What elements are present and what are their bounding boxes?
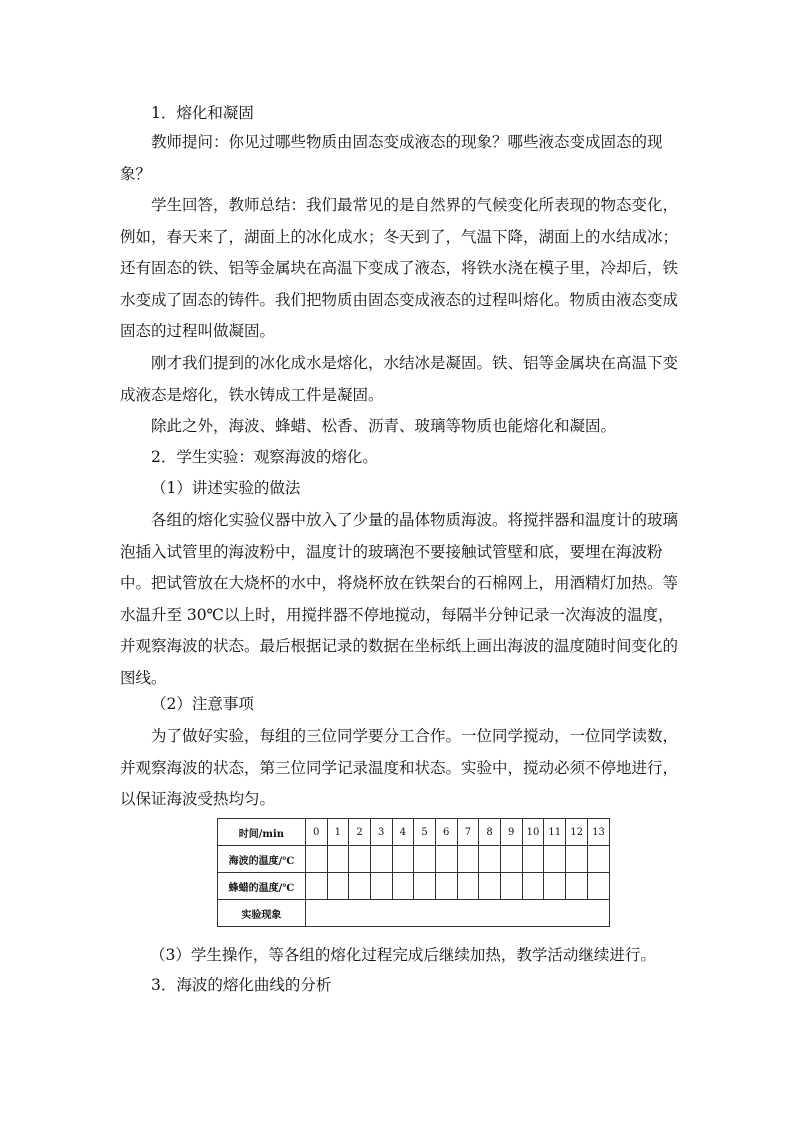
empty-cell [479, 873, 501, 900]
record-table [217, 818, 610, 927]
time-cell: 1 [327, 819, 349, 846]
time-cell: 13 [588, 819, 610, 846]
subsection-method-heading: （1）讲述实验的做法 [151, 479, 301, 497]
student-operation: （3）学生操作，等各组的熔化过程完成后继续加热，教学活动继续进行。 [150, 946, 656, 964]
time-cell: 6 [435, 819, 457, 846]
empty-cell [566, 846, 588, 873]
subsection-notes-heading: （2）注意事项 [151, 695, 254, 713]
time-cell: 11 [544, 819, 566, 846]
time-cell: 4 [392, 819, 414, 846]
time-cell: 3 [370, 819, 392, 846]
student-answer-summary: 学生回答，教师总结：我们最常见的是自然界的气候变化所表现的物态变化，例如，春天来了，湖面上的冰化成水；冬天到了，气温下降，湖面上的水结成冰；还有固态的铁、铝等金属块在高温下变成了液态，将铁水浇在模子里，冷却后，铁水变成了固态的铸件。我们把物质由固态变成液态的过程叫熔化。物质由液态变成固态的过程叫做凝固。 [120, 196, 679, 340]
time-cell: 10 [522, 819, 544, 846]
empty-cell [327, 873, 349, 900]
empty-cell [414, 846, 436, 873]
empty-cell [392, 846, 414, 873]
empty-cell [370, 846, 392, 873]
empty-cell [414, 873, 436, 900]
time-cell: 0 [305, 819, 327, 846]
time-cell: 5 [414, 819, 436, 846]
empty-cell [305, 846, 327, 873]
empty-cell [588, 873, 610, 900]
empty-cell [349, 873, 371, 900]
table-row-wax-temp [218, 873, 610, 900]
section-3-heading: 3．海波的熔化曲线的分析 [151, 976, 332, 994]
table-header-row [218, 819, 610, 846]
time-label-cell: 时间/min [218, 819, 306, 846]
empty-cell [566, 873, 588, 900]
empty-cell [544, 873, 566, 900]
empty-cell [522, 873, 544, 900]
experiment-notes: 为了做好实验，每组的三位同学要分工合作。一位同学搅动，一位同学读数，并观察海波的状态，第三位同学记录温度和状态。实验中，搅动必须不停地进行，以保证海波受热均匀。 [120, 727, 679, 808]
section-2-heading: 2．学生实验：观察海波的熔化。 [151, 448, 378, 466]
melting-example: 刚才我们提到的冰化成水是熔化，水结冰是凝固。铁、铝等金属块在高温下变成液态是熔化，铁水铸成工件是凝固。 [120, 354, 679, 404]
time-cell: 12 [566, 819, 588, 846]
time-cell: 2 [349, 819, 371, 846]
section-1-heading: 1．熔化和凝固 [151, 104, 254, 122]
wax-temp-label: 蜂蜡的温度/℃ [218, 873, 306, 900]
empty-cell [435, 846, 457, 873]
empty-cell [500, 846, 522, 873]
table-row-phenomenon [218, 900, 610, 927]
time-cell: 7 [457, 819, 479, 846]
empty-cell [544, 846, 566, 873]
empty-cell [457, 846, 479, 873]
other-substances: 除此之外，海波、蜂蜡、松香、沥青、玻璃等物质也能熔化和凝固。 [151, 417, 617, 435]
table-row-hypo-temp [218, 846, 610, 873]
experiment-method: 各组的熔化实验仪器中放入了少量的晶体物质海波。将搅拌器和温度计的玻璃泡插入试管里的海波粉中，温度计的玻璃泡不要接触试管壁和底，要埋在海波粉中。把试管放在大烧杯的水中，将烧杯放在铁架台的石棉网上，用酒精灯加热。等水温升至 30℃以上时，用搅拌器不停地搅动，每隔半分钟记录一次海波的温度，并观察海波的状态。最后根据记录的数据在坐标纸上画出海波的温度随时间变化的图线。 [120, 511, 679, 687]
empty-cell [349, 846, 371, 873]
empty-cell [370, 873, 392, 900]
time-cell: 8 [479, 819, 501, 846]
empty-cell [435, 873, 457, 900]
empty-cell [305, 873, 327, 900]
time-cell: 9 [500, 819, 522, 846]
phenomenon-label: 实验现象 [218, 900, 306, 927]
empty-cell [522, 846, 544, 873]
empty-cell [479, 846, 501, 873]
empty-cell [588, 846, 610, 873]
empty-cell [327, 846, 349, 873]
teacher-question: 教师提问：你见过哪些物质由固态变成液态的现象？哪些液态变成固态的现象？ [120, 133, 663, 183]
hypo-temp-label: 海波的温度/℃ [218, 846, 306, 873]
empty-cell [457, 873, 479, 900]
empty-cell [392, 873, 414, 900]
empty-cell [500, 873, 522, 900]
phenomenon-cell [305, 900, 609, 927]
